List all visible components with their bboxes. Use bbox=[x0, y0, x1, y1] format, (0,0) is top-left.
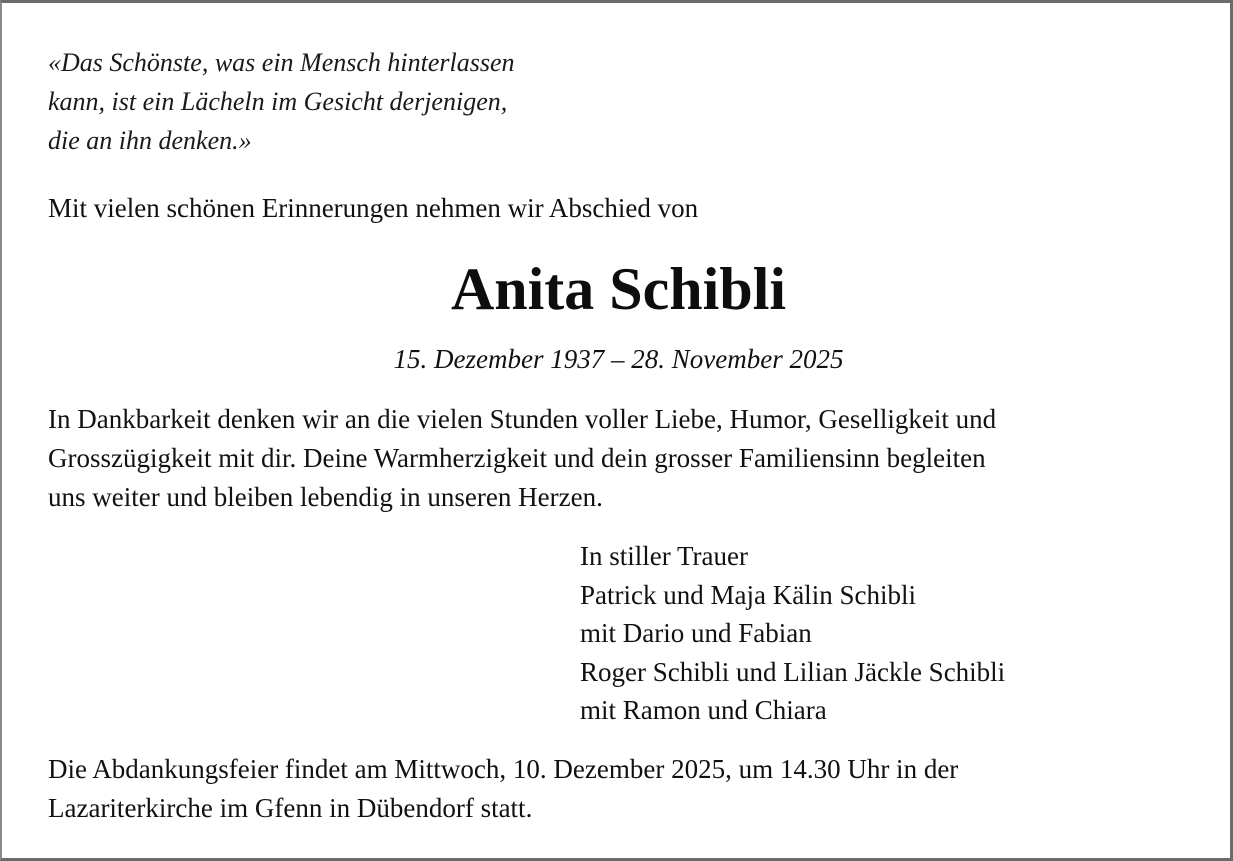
quote-line: die an ihn denken.» bbox=[48, 126, 252, 155]
paragraph-line: In Dankbarkeit denken wir an die vielen Stunden voller Liebe, Humor, Geselligkeit und bbox=[48, 404, 997, 434]
mourner-line: Roger Schibli und Lilian Jäckle Schibli bbox=[580, 656, 1006, 687]
mourner-line: mit Ramon und Chiara bbox=[580, 695, 827, 725]
service-line: Die Abdankungsfeier findet am Mittwoch, 10. Dezember 2025, um 14.30 Uhr in der bbox=[48, 754, 959, 784]
gratitude-paragraph bbox=[48, 400, 996, 517]
life-dates: 15. Dezember 1937 – 28. November 2025 bbox=[393, 344, 844, 374]
memorial-quote bbox=[48, 43, 515, 160]
quote-line: «Das Schönste, was ein Mensch hinterlassen bbox=[48, 48, 515, 77]
deceased-name: Anita Schibli bbox=[450, 256, 787, 322]
farewell-intro: Mit vielen schönen Erinnerungen nehmen wir Abschied von bbox=[48, 193, 699, 223]
service-announcement bbox=[48, 750, 958, 828]
paragraph-line: uns weiter und bleiben lebendig in unseren Herzen. bbox=[48, 482, 603, 512]
service-line: Lazariterkirche im Gfenn in Dübendorf statt. bbox=[48, 793, 533, 823]
mourner-line: mit Dario und Fabian bbox=[580, 618, 812, 648]
quote-line: kann, ist ein Lächeln im Gesicht derjenigen, bbox=[48, 87, 508, 116]
mourner-line: Patrick und Maja Kälin Schibli bbox=[580, 579, 916, 610]
mourners-heading: In stiller Trauer bbox=[580, 541, 748, 571]
mourners-list bbox=[580, 537, 1005, 730]
paragraph-line: Grosszügigkeit mit dir. Deine Warmherzigkeit und dein grosser Familiensinn begleiten bbox=[48, 443, 986, 473]
